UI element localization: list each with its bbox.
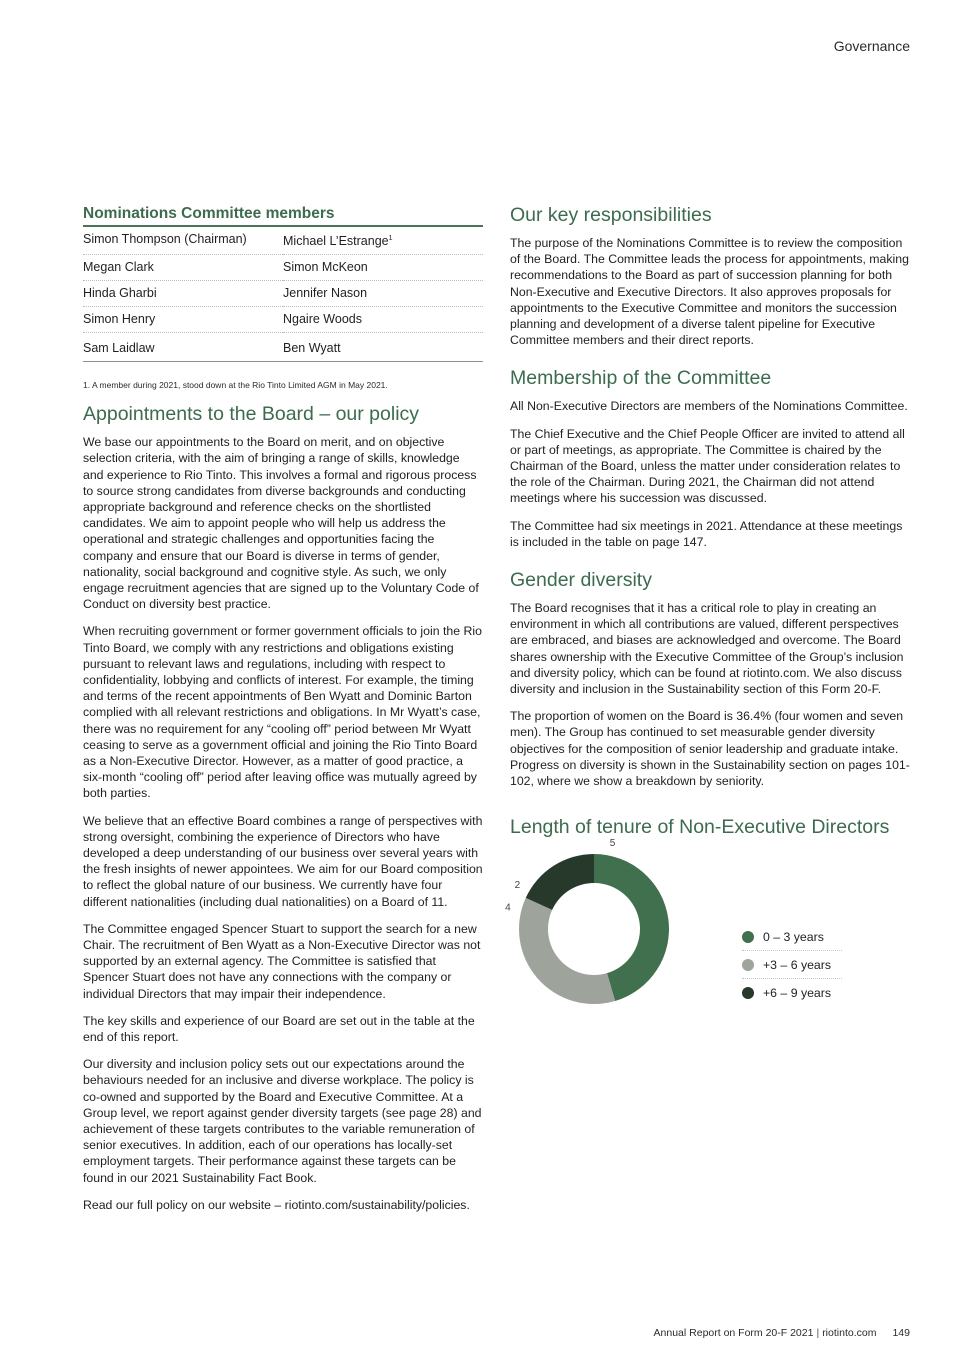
tenure-chart	[505, 838, 910, 1047]
body-paragraph: The Chief Executive and the Chief People Officer are invited to attend all or part of meetings, as appropriate. The Committee is chaired by the Chairman of the Board, unless the matter under consideration relates to the role of the Chairman. During 2021, the Chairman did not attend meetings where his succession was discussed.	[510, 426, 905, 506]
donut-value-label: 4	[505, 902, 511, 914]
body-paragraph: We base our appointments to the Board on merit, and on objective selection criteria, with the aim of bringing a range of skills, knowledge and experience to Rio Tinto. This involves a formal and rigorous process to source strong candidates from diverse backgrounds and conducting appropriate background and reference checks on the shortlisted candidates. We aim to appoint people who will help us address the operational and strategic challenges and opportunities facing the company and ensure that our Board is diverse in terms of gender, nationality, social background and cognitive style. As such, we only engage recruitment agencies that are signed up to the Voluntary Code of Conduct on diversity best practice.	[83, 435, 479, 612]
gender-heading: Gender diversity	[510, 569, 652, 592]
policy-link-paragraph: Read our full policy on our website – riotinto.com/sustainability/policies.	[83, 1197, 470, 1212]
body-paragraph: The proportion of women on the Board is 36.4% (four women and seven men). The Group has continued to set measurable gender diversity objectives for the composition of senior leadership and graduate intake. Progress on diversity is shown in the Sustainability section on pages 101-102, where we show a breakdown by seniority.	[510, 709, 910, 789]
member-name: Jennifer Nason	[283, 281, 483, 307]
body-paragraph: We believe that an effective Board combines a range of perspectives with strong oversight, combining the experience of Directors who have developed a deep understanding of our business over several years with the fresh insights of newer appointees. We aim for our Board composition to reflect the global nature of our business. We currently have four different nationalities (including dual nationalities) on a Board of 11.	[83, 813, 483, 909]
donut-value-label: 2	[514, 880, 521, 892]
legend-swatch	[742, 959, 754, 971]
member-name: Simon Henry	[83, 307, 283, 333]
body-paragraph: The purpose of the Nominations Committee is to review the composition of the Board. The Committee leads the process for appointments, making recommendations to the Board as part of succession planning for both Non-Executive and Executive Directors. It also approves proposals for appointments to the Executive Committee and monitors the succession planning and development of a diverse talent pipeline for Executive Committee members and their direct reports.	[510, 236, 909, 348]
body-paragraph: The Committee had six meetings in 2021. Attendance at these meetings is included in the table on page 147.	[510, 518, 903, 549]
member-name: Simon McKeon	[283, 255, 483, 281]
section-title: Governance	[833, 38, 910, 54]
legend-label: +6 – 9 years	[763, 985, 832, 1000]
member-name: Ben Wyatt	[283, 333, 483, 362]
member-name: Hinda Gharbi	[83, 281, 283, 307]
member-name: Megan Clark	[83, 255, 283, 281]
legend-label: 0 – 3 years	[763, 929, 824, 944]
page-footer: Annual Report on Form 20-F 2021 | riotinto.com 149	[653, 1327, 910, 1339]
table-row	[83, 307, 483, 333]
members-footnote: 1. A member during 2021, stood down at the Rio Tinto Limited AGM in May 2021.	[83, 380, 388, 391]
legend-item	[742, 923, 842, 951]
member-name: Simon Thompson (Chairman)	[83, 227, 283, 255]
member-name: Sam Laidlaw	[83, 333, 283, 362]
website: riotinto.com	[822, 1327, 877, 1339]
donut-slice-1	[519, 898, 615, 1004]
body-paragraph: When recruiting government or former government officials to join the Rio Tinto Board, we comply with any restrictions and obligations existing pursuant to relevant laws and regulations, including with respect to confidentiality, lobbying and conflicts of interest. For example, the timing and terms of the recent appointments of Ben Wyatt and Dominic Barton complied with all relevant restrictions and obligations. In Mr Wyatt’s case, there was no requirement for any “cooling off” period between Mr Wyatt ceasing to serve as a government official and joining the Rio Tinto Board as a Non-Executive Director. However, as a matter of good practice, a six-month “cooling off” period after leaving office was mutually agreed by both parties.	[83, 624, 482, 801]
chart-legend	[742, 923, 842, 1006]
body-paragraph: The Committee engaged Spencer Stuart to support the search for a new Chair. The recruitment of Ben Wyatt as a Non-Executive Director was not supported by an external agency. The Committee is satisfied that Spencer Stuart does not have any connections with the company or individual Directors that may impair their independence.	[83, 921, 481, 1001]
table-row	[83, 227, 483, 255]
legend-swatch	[742, 987, 754, 999]
report-title: Annual Report on Form 20-F 2021	[653, 1327, 814, 1339]
donut-chart	[505, 838, 710, 1047]
footnote-marker: 1	[388, 235, 393, 242]
right-column	[505, 203, 910, 1047]
responsibilities-heading: Our key responsibilities	[510, 204, 712, 226]
legend-swatch	[742, 931, 754, 943]
members-table	[83, 227, 483, 362]
table-row	[83, 255, 483, 281]
member-name: Michael L’Estrange$^1$	[283, 227, 483, 255]
chart-title: Length of tenure of Non-Executive Directors	[510, 816, 890, 839]
body-paragraph: The key skills and experience of our Board are set out in the table at the end of this report.	[83, 1013, 475, 1045]
donut-value-label: 5	[609, 838, 616, 850]
left-column	[83, 205, 483, 1224]
table-row	[83, 333, 483, 362]
legend-label: +3 – 6 years	[763, 957, 832, 972]
legend-item	[742, 979, 842, 1006]
legend-item	[742, 951, 842, 979]
donut-slice-2	[526, 854, 594, 910]
body-paragraph: All Non-Executive Directors are members of the Nominations Committee.	[510, 399, 908, 414]
table-row	[83, 281, 483, 307]
membership-heading: Membership of the Committee	[510, 367, 772, 390]
page-number: 149	[892, 1327, 910, 1339]
appointments-heading: Appointments to the Board – our policy	[83, 403, 420, 426]
body-paragraph: The Board recognises that it has a critical role to play in creating an environment in which all contributions are valued, different perspectives are embraced, and biases are acknowledged and overcome. The Board shares ownership with the Executive Committee of the Group’s inclusion and diversity policy, which can be found at riotinto.com. We also discuss diversity and inclusion in the Sustainability section of this Form 20-F.	[510, 601, 904, 697]
member-name: Ngaire Woods	[283, 307, 483, 333]
members-table-title: Nominations Committee members	[83, 205, 483, 227]
body-paragraph: Our diversity and inclusion policy sets out our expectations around the behaviours needed for an inclusive and diverse workplace. The policy is co-owned and supported by the Board and Executive Committee. At a Group level, we report against gender diversity targets (see page 28) and achievement of these targets contributes to the variable remuneration of senior executives. In addition, each of our operations has locally-set employment targets. Their performance against these targets can be found in our 2021 Sustainability Fact Book.	[83, 1057, 482, 1185]
